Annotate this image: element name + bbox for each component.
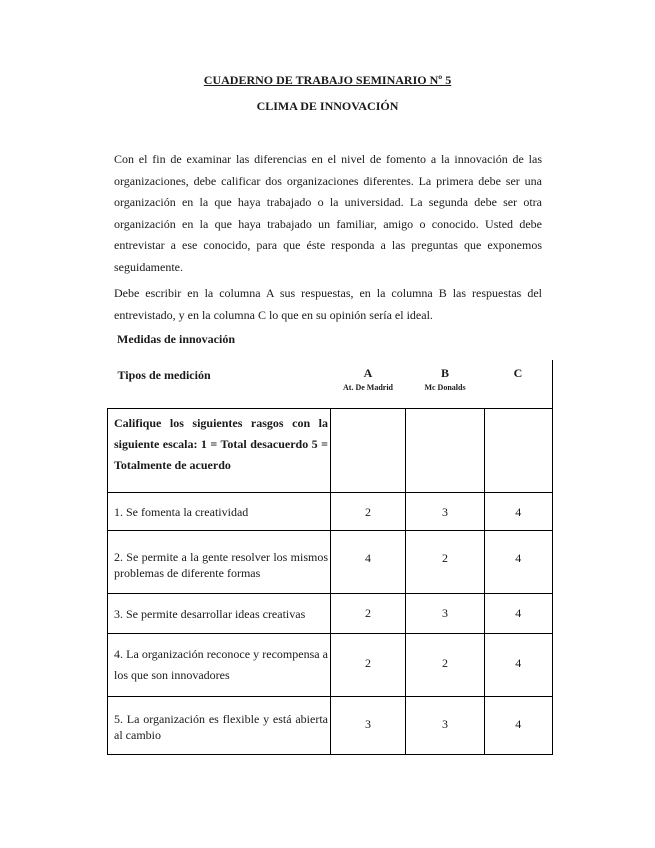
row-label: 2. Se permite a la gente resolver los mismos problemas de diferente formas	[108, 531, 331, 594]
row-label: 3. Se permite desarrollar ideas creativas	[108, 594, 331, 634]
innovation-table	[107, 360, 553, 755]
instructions-paragraph: Debe escribir en la columna A sus respuestas, en la columna B las respuestas del entrevistado, y en la columna C lo que en su opinión sería el ideal.	[114, 286, 542, 322]
header-col-b-sub: Mc Donalds	[424, 383, 466, 392]
row-value-c: 4	[485, 531, 553, 594]
table-row	[108, 531, 553, 594]
row-value-b: 2	[406, 531, 485, 594]
row-value-c: 4	[485, 493, 553, 531]
document-title: CUADERNO DE TRABAJO SEMINARIO Nº 5	[203, 73, 452, 87]
row-value-b: 3	[406, 493, 485, 531]
row-value-a: 4	[331, 531, 406, 594]
table-row	[108, 594, 553, 634]
document-subtitle: CLIMA DE INNOVACIÓN	[256, 99, 399, 113]
row-value-a: 2	[331, 493, 406, 531]
section-title: Medidas de innovación	[117, 332, 236, 346]
header-type-label: Tipos de medición	[108, 360, 331, 409]
row-value-c: 4	[485, 594, 553, 634]
row-label: 5. La organización es flexible y está abierta al cambio	[108, 697, 331, 755]
header-col-b: B Mc Donalds	[406, 360, 485, 409]
header-col-a-sub: At. De Madrid	[343, 383, 393, 392]
row-value-c: 4	[485, 697, 553, 755]
table-row	[108, 493, 553, 531]
instruction-cell: Califique los siguientes rasgos con la siguiente escala: 1 = Total desacuerdo 5 = Totalmente de acuerdo	[108, 409, 331, 493]
instruction-row	[108, 409, 553, 493]
row-value-a: 2	[331, 594, 406, 634]
intro-paragraph: Con el fin de examinar las diferencias en el nivel de fomento a la innovación de las organizaciones, debe calificar dos organizaciones diferentes. La primera debe ser una organización en la que haya trabajado o la universidad. La segunda debe ser otra organización en la que haya trabajado un familiar, amigo o conocido. Usted debe entrevistar a ese conocido, para que éste responda a las preguntas que exponemos seguidamente.	[114, 152, 542, 274]
table-row	[108, 697, 553, 755]
row-value-a: 2	[331, 634, 406, 697]
table-row	[108, 634, 553, 697]
row-value-b: 2	[406, 634, 485, 697]
row-label: 1. Se fomenta la creatividad	[108, 493, 331, 531]
header-col-a: A At. De Madrid	[331, 360, 406, 409]
row-value-c: 4	[485, 634, 553, 697]
table-header-row	[108, 360, 553, 409]
row-value-b: 3	[406, 594, 485, 634]
row-value-b: 3	[406, 697, 485, 755]
row-value-a: 3	[331, 697, 406, 755]
header-col-c: C	[485, 360, 553, 409]
row-label: 4. La organización reconoce y recompensa a los que son innovadores	[108, 634, 331, 697]
